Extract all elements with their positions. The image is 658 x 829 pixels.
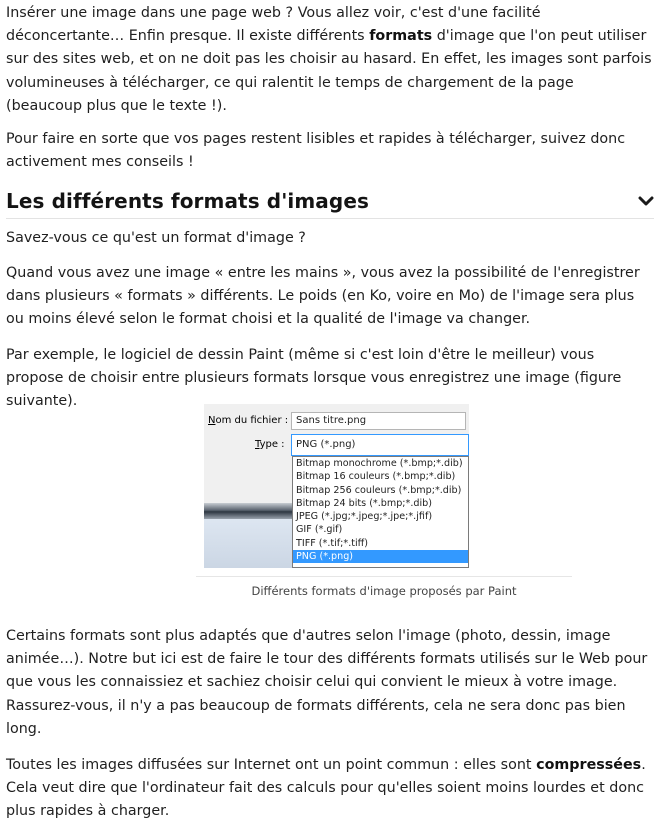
format-option: GIF (*.gif) (296, 524, 343, 536)
paint-example-paragraph: Par exemple, le logiciel de dessin Paint (même si c'est loin d'être le meilleur) vous propose de choisir entre plusieurs formats lorsque vous enregistrez une image (figure suivante). (6, 347, 622, 410)
chevron-down-icon[interactable] (638, 195, 654, 207)
filename-label: Nom du fichier : (208, 415, 289, 426)
format-option: Bitmap 16 couleurs (*.bmp;*.dib) (296, 471, 456, 483)
type-select: PNG (*.png) (291, 434, 469, 456)
format-option-selected: PNG (*.png) (293, 550, 468, 563)
intro-text-end: d'image que l'on peut utiliser sur des sites web, et on ne doit pas les choisir au hasard. En effet, les images sont parfois volumineuses à télécharger, ce qui ralentit le temps de chargement de la page (beaucoup plus que le texte !). (6, 28, 652, 114)
intro-bold-formats: formats (369, 28, 433, 45)
format-option: Bitmap monochrome (*.bmp;*.dib) (296, 458, 463, 469)
intro-text-start: Insérer une image dans une page web ? Vous allez voir, c'est d'une facilité déconcertante… Enfin presque. Il existe différents (6, 5, 541, 45)
format-option: TIFF (*.tif;*.tiff) (296, 537, 369, 549)
format-option: Bitmap 256 couleurs (*.bmp;*.dib) (296, 484, 462, 496)
paint-save-dialog-screenshot (204, 404, 469, 568)
dialog-gradient-bar (204, 503, 292, 519)
format-option: Bitmap 24 bits (*.bmp;*.dib) (296, 497, 432, 509)
compression-bold: compressées (536, 757, 642, 773)
dialog-background-area (204, 519, 292, 568)
figure-divider (196, 576, 572, 577)
compression-text-end: . Cela veut dire que l'ordinateur fait des calculs pour qu'elles soient moins lourdes et donc plus rapides à charger. (6, 757, 646, 820)
intro-paragraph (6, 2, 654, 118)
compression-text-start: Toutes les images diffusées sur Internet ont un point commun : elles sont (6, 757, 537, 773)
type-label: Type : (255, 439, 285, 450)
section-header[interactable] (6, 184, 654, 219)
formats-tour-paragraph: Certains formats sont plus adaptés que d'autres selon l'image (photo, dessin, image animée…). Notre but ici est de faire le tour des différents formats utilisés sur le Web pour que vous les connaissiez et sachiez choisir celui qui convient le mieux à votre image. Rassurez-vous, il n'y a pas beaucoup de formats différents, cela ne sera donc pas bien long. (6, 628, 648, 737)
format-option: JPEG (*.jpg;*.jpeg;*.jpe;*.jfif) (296, 511, 433, 523)
question-paragraph: Savez-vous ce qu'est un format d'image ? (6, 230, 306, 246)
formats-paragraph: Quand vous avez une image « entre les mains », vous avez la possibilité de l'enregistrer dans plusieurs « formats » différents. Le poids (en Ko, voire en Mo) de l'image sera plus ou moins élevé selon le format choisi et la qualité de l'image va changer. (6, 265, 640, 328)
format-options-list (292, 456, 469, 568)
section-title: Les différents formats d'images (6, 189, 369, 213)
figure-caption: Différents formats d'image proposés par Paint (251, 584, 517, 598)
advice-paragraph: Pour faire en sorte que vos pages restent lisibles et rapides à télécharger, suivez donc activement mes conseils ! (6, 131, 626, 171)
compression-paragraph (6, 754, 654, 824)
filename-field: Sans titre.png (291, 412, 466, 430)
